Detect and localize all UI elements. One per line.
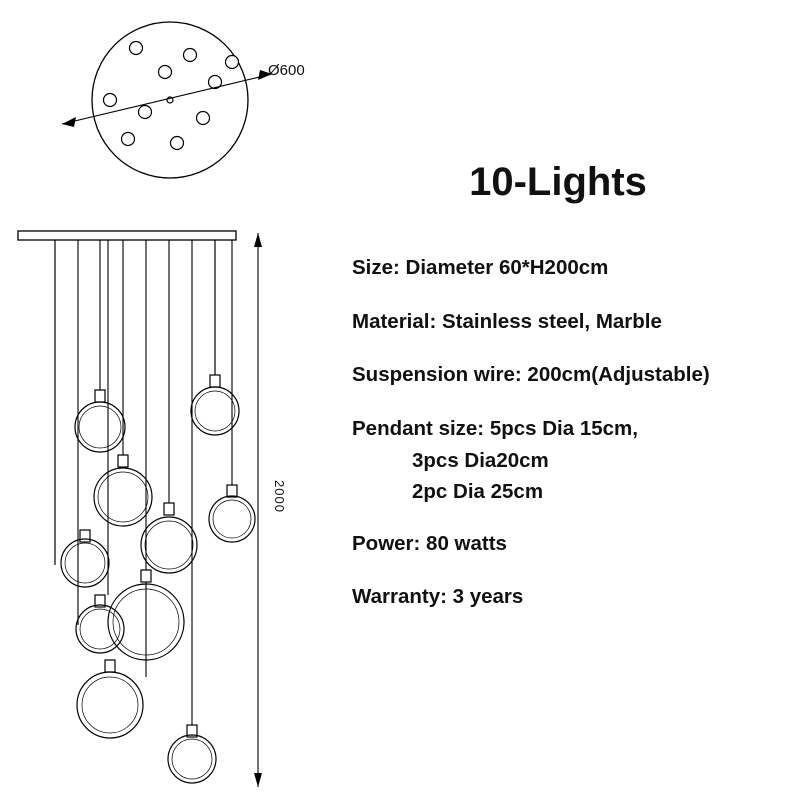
plate-hole (104, 94, 117, 107)
pendant-ring (141, 517, 197, 573)
pendant-connector (118, 455, 128, 467)
pendant-ring (77, 672, 143, 738)
plate-hole (171, 137, 184, 150)
pendant-ring-inner (79, 406, 121, 448)
pendant-ring-inner (145, 521, 193, 569)
spec-suspension-wire: Suspension wire: 200cm(Adjustable) (352, 363, 710, 387)
page-title: 10-Lights (469, 160, 647, 204)
diameter-label: Ø600 (268, 62, 305, 79)
ceiling-plate-edge (18, 231, 236, 240)
top-view-drawing (0, 0, 340, 210)
plate-hole (130, 42, 143, 55)
plate-hole (197, 112, 210, 125)
plate-hole (139, 106, 152, 119)
suspension-wire-group (55, 240, 215, 730)
pendant-connector (80, 530, 90, 542)
pendant-connector (210, 375, 220, 387)
spec-material: Material: Stainless steel, Marble (352, 309, 662, 333)
pendant-ring-inner (172, 739, 212, 779)
suspension-wire-group-2 (108, 240, 232, 595)
pendant-connector (164, 503, 174, 515)
pendant-connector (141, 570, 151, 582)
pendant-ring (61, 539, 109, 587)
specification-panel (352, 160, 794, 638)
plate-hole (184, 49, 197, 62)
pendant-ring-inner (213, 500, 251, 538)
pendant-ring (168, 735, 216, 783)
pendant-ring-inner (98, 472, 148, 522)
pendant-group (61, 375, 255, 783)
spec-size: Size: Diameter 60*H200cm (352, 256, 609, 279)
plate-hole (122, 133, 135, 146)
pendant-connector (105, 660, 115, 672)
spec-pendant-size: Pendant size: 5pcs Dia 15cm, (352, 416, 638, 440)
pendant-ring (76, 605, 124, 653)
pendant-ring (209, 496, 255, 542)
pendant-connector (95, 390, 105, 402)
pendant-ring-inner (82, 677, 138, 733)
plate-hole (159, 66, 172, 79)
front-view-drawing (0, 225, 340, 795)
pendant-ring-inner (195, 391, 235, 431)
pendant-ring-inner (65, 543, 105, 583)
spec-warranty: Warranty: 3 years (352, 585, 524, 609)
dimension-arrow-bottom (254, 773, 262, 787)
pendant-ring (75, 402, 125, 452)
plate-hole (226, 56, 239, 69)
pendant-ring (94, 468, 152, 526)
spec-power: Power: 80 watts (352, 531, 507, 555)
dimension-arrow-left (62, 117, 76, 127)
height-label: 2000 (272, 480, 287, 513)
spec-pendant-size-3: 2pc Dia 25cm (412, 480, 544, 504)
pendant-connector (227, 485, 237, 497)
spec-pendant-size-2: 3pcs Dia20cm (412, 448, 549, 472)
dimension-arrow-top (254, 233, 262, 247)
